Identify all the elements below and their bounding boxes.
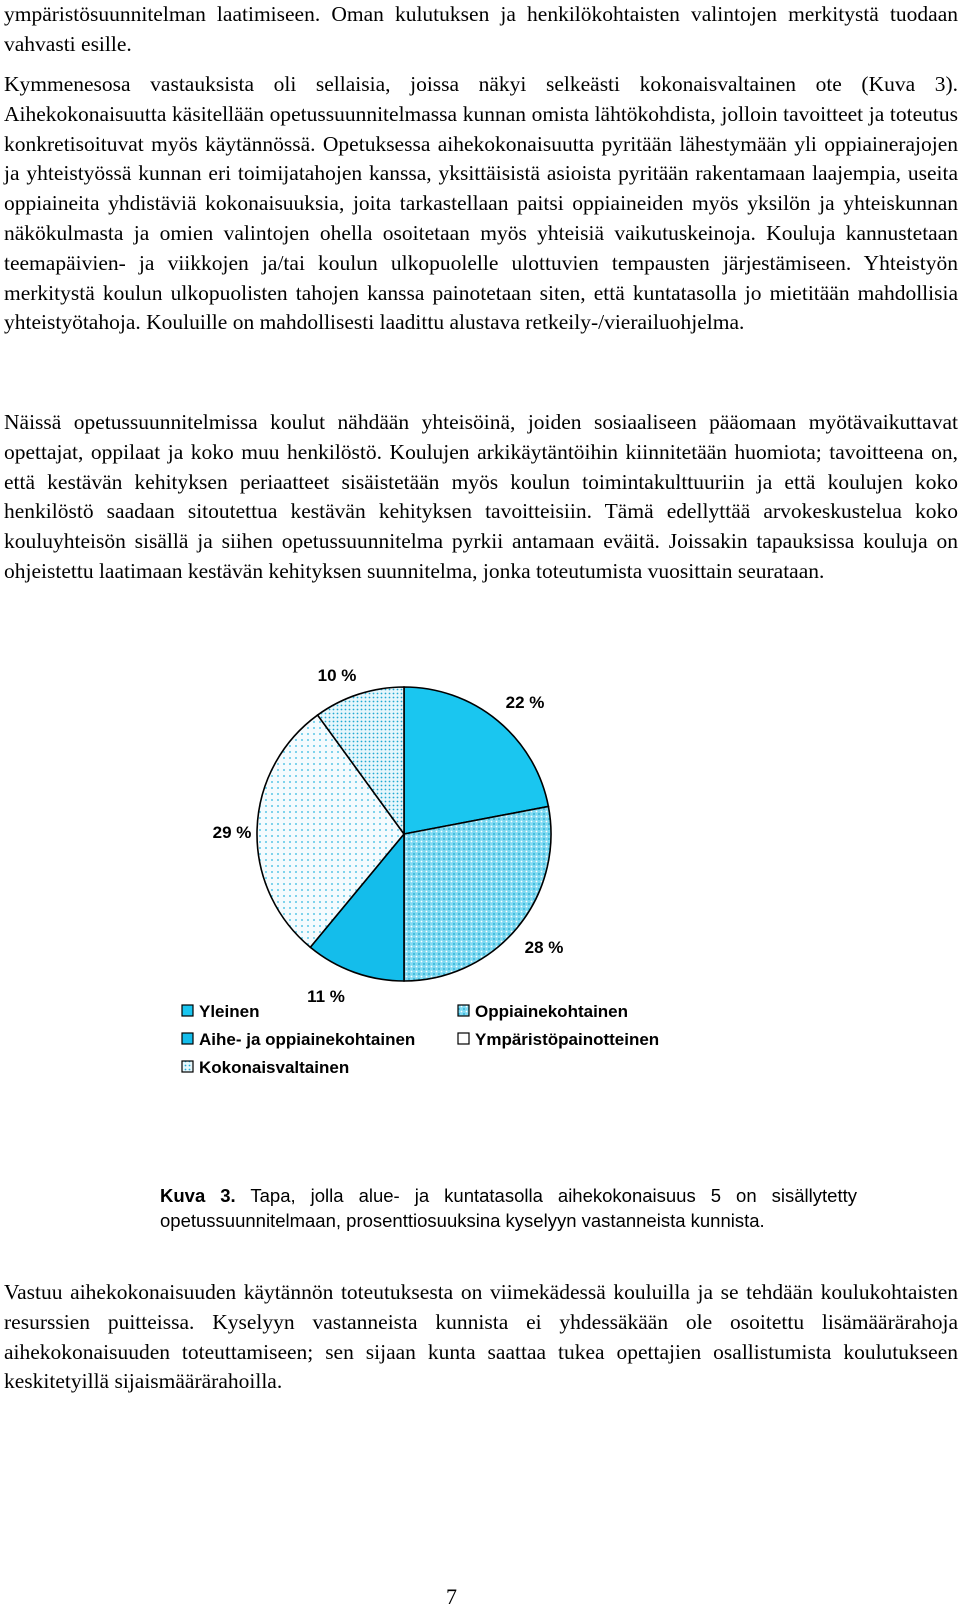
legend-label: Oppiainekohtainen [475,1002,629,1021]
legend-label: Yleinen [199,1002,260,1021]
legend-swatch [182,1005,193,1016]
legend-label: Ympäristöpainotteinen [475,1030,660,1049]
caption-text: Tapa, jolla alue- ja kuntatasolla aihekokonaisuus 5 on sisällytetty opetussuunnitelmaan, prosenttiosuuksina kyselyyn vastanneista kunnista. [160,1185,857,1231]
legend-swatch [458,1005,469,1016]
paragraph-4: Vastuu aihekokonaisuuden käytännön toteutuksesta on viimekädessä kouluilla ja se tehdään koulukohtaisten resurssien puitteissa. Kyselyyn vastanneista kunnista ei yhdessäkään ole osoitettu lisämäärärahoja aihekokonaisuuden toteuttamiseen; sen sijaan kunta saattaa tukea opettajien osallistumista koulutukseen keskitetyillä sijaismäärärahoilla. [4,1280,958,1394]
legend-label: Kokonaisvaltainen [199,1058,350,1077]
paragraph-1: ympäristösuunnitelman laatimiseen. Oman kulutuksen ja henkilökohtaisten valintojen merkitystä tuodaan vahvasti esille. [4,2,958,56]
legend-item [182,1030,415,1049]
pie-chart-svg [0,660,960,1130]
paragraph-3: Näissä opetussuunnitelmissa koulut nähdään yhteisöinä, joiden sosiaaliseen pääomaan myötävaikuttavat opettajat, oppilaat ja koko muu henkilöstö. Koulujen arkikäytäntöihin kiinnitetään huomiota; tavoitteena on, että kestävän kehityksen periaatteet sisäistetään myös koulun toimintakulttuuriin ja että koulujen koko henkilöstö saadaan sitoutettua kestävän kehityksen tavoitteisiin. Tämä edellyttää arvokeskustelua koko kouluyhteisön sisällä ja siihen opetussuunnitelma pyrkii antamaan eväitä. Joissakin tapauksissa kouluja on ohjeistettu laatimaan kestävän kehityksen suunnitelma, jonka toteutumista vuosittain seurataan. [4,410,958,583]
caption-label: Kuva 3. [160,1185,236,1206]
pie-chart [0,660,960,1130]
slice-label: 10 % [317,666,357,685]
figure-caption [160,1183,857,1233]
legend-label: Aihe- ja oppiainekohtainen [199,1030,416,1049]
page-number: 7 [446,1584,457,1609]
legend-swatch [182,1061,193,1072]
paragraph-2: Kymmenesosa vastauksista oli sellaisia, joissa näkyi selkeästi kokonaisvaltainen ote (Kuva 3). Aihekokonaisuutta käsitellään opetussuunnitelmassa kunnan omista lähtökohdista, jolloin tavoitteet ja toteutus konkretisoituvat myös käytännössä. Opetuksessa aihekokonaisuutta pyritään lähestymään yli oppiainerajojen ja yhteistyössä kunnan eri toimijatahojen kanssa, yksittäisistä asioista pyritään rakentamaan laajempia, useita oppiaineita yhdistäviä kokonaisuuksia, joita tarkastellaan paitsi oppiaineiden myös yksilön ja yhteiskunnan näkökulmasta ja omien valintojen ohella osoitetaan myös yhteisiä vaikutuskeinoja. Kouluja kannustetaan teemapäivien- ja viikkojen ja/tai koulun ulkopuolelle ulottuvien tempausten järjestämiseen. Yhteistyön merkitystä koulun ulkopuolisten tahojen kanssa painotetaan siten, että kuntatasolla jo mietitään mahdollisia yhteistyötahoja. Kouluille on mahdollisesti laadittu alustava retkeily-/vierailuohjelma. [4,72,958,335]
slice-label: 11 % [307,987,345,1006]
legend-swatch [182,1033,193,1044]
slice-label: 28 % [524,938,564,957]
slice-label: 22 % [505,693,545,712]
legend-item [182,1002,259,1021]
legend-item [182,1058,349,1077]
slice-label: 29 % [212,823,252,842]
legend-item [458,1030,659,1049]
legend-item [458,1002,628,1021]
legend-swatch [458,1033,469,1044]
